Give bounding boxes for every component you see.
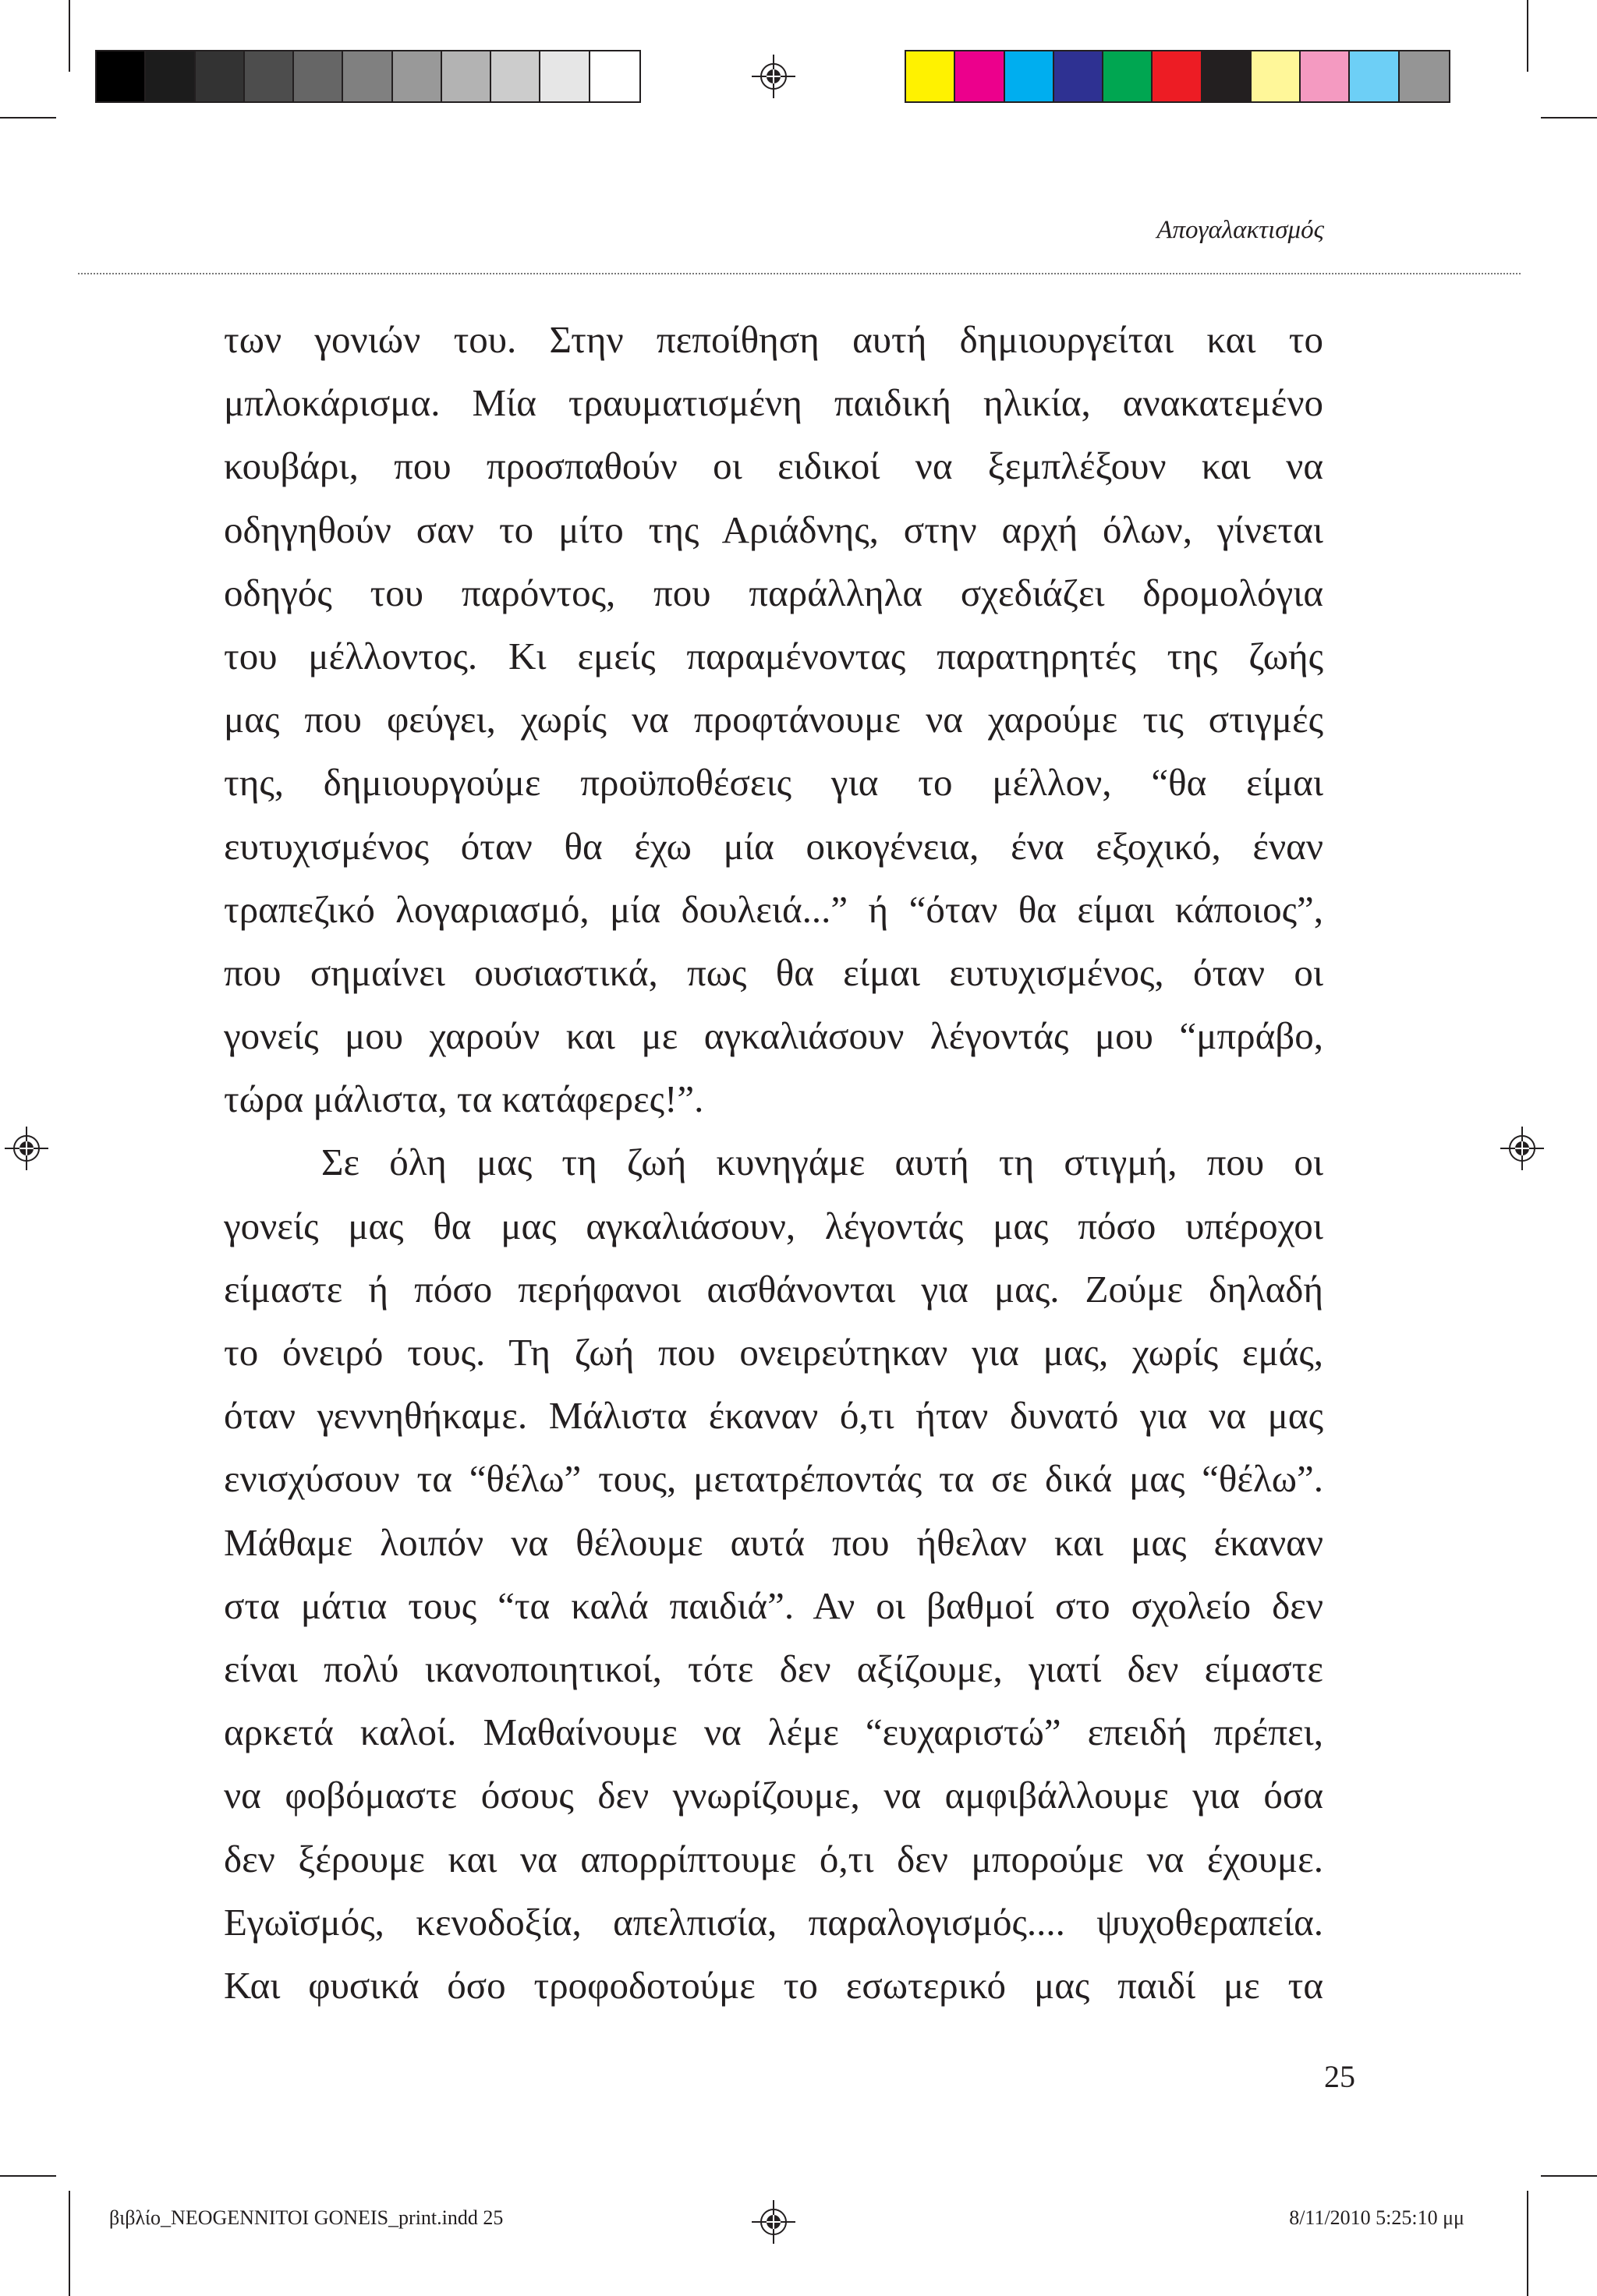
text-line: οδηγός του παρόντος, που παράλληλα σχεδιάζει δρομολόγια [224, 571, 1323, 614]
text-line: γονείς μου χαρούν και με αγκαλιάσουν λέγοντάς μου “μπράβο, [224, 1014, 1323, 1058]
crop-mark [1527, 0, 1528, 72]
text-line: γονείς μας θα μας αγκαλιάσουν, λέγοντάς μας πόσο υπέροχοι [224, 1204, 1323, 1247]
color-swatch [590, 51, 639, 101]
slug-timestamp: 8/11/2010 5:25:10 μμ [1289, 2206, 1464, 2229]
page-number: 25 [1324, 2059, 1355, 2094]
color-swatch [1252, 51, 1301, 101]
text-line: τραπεζικό λογαριασμό, μία δουλειά...” ή “όταν θα είμαι κάποιος”, [224, 887, 1323, 931]
text-line: οδηγηθούν σαν το μίτο της Αριάδνης, στην αρχή όλων, γίνεται [224, 508, 1323, 551]
crop-mark [1541, 2175, 1597, 2177]
running-title: Απογαλακτισμός [1156, 216, 1324, 244]
text-line: που σημαίνει ουσιαστικά, πως θα είμαι ευτυχισμένος, όταν οι [224, 950, 1323, 994]
color-swatch [196, 51, 245, 101]
color-swatch [245, 51, 294, 101]
text-line: της, δημιουργούμε προϋποθέσεις για το μέλλον, “θα είμαι [224, 761, 1323, 805]
registration-mark-icon [750, 53, 797, 100]
color-swatch [540, 51, 590, 101]
crop-mark [1527, 2191, 1528, 2296]
crop-mark [0, 2175, 56, 2177]
text-line: ενισχύσουν τα “θέλω” τους, μετατρέποντάς τα σε δικά μας “θέλω”. [224, 1457, 1323, 1501]
crop-mark [69, 2191, 70, 2296]
text-line: μπλοκάρισμα. Μία τραυματισμένη παιδική ηλικία, ανακατεμένο [224, 381, 1323, 425]
color-swatch [294, 51, 343, 101]
crop-mark [0, 117, 56, 119]
text-line: Και φυσικά όσο τροφοδοτούμε το εσωτερικό μας παιδί με τα [224, 1963, 1323, 2007]
header-divider [78, 273, 1521, 274]
grayscale-bar [95, 50, 641, 103]
color-swatch [146, 51, 195, 101]
body-text [224, 308, 1323, 2017]
color-swatch [1005, 51, 1054, 101]
crop-mark [69, 0, 70, 72]
text-line: το όνειρό τους. Τη ζωή που ονειρεύτηκαν για μας, χωρίς εμάς, [224, 1331, 1323, 1374]
color-swatch [343, 51, 392, 101]
color-swatch [1153, 51, 1202, 101]
text-line: είμαστε ή πόσο περήφανοι αισθάνονται για μας. Ζούμε δηλαδή [224, 1267, 1323, 1311]
color-swatch [1400, 51, 1449, 101]
text-line: ευτυχισμένος όταν θα έχω μία οικογένεια, ένα εξοχικό, έναν [224, 824, 1323, 868]
color-swatch [906, 51, 955, 101]
text-line: Εγωϊσμός, κενοδοξία, απελπισία, παραλογισμός.... ψυχοθεραπεία. [224, 1900, 1323, 1944]
registration-mark-icon [1499, 1125, 1546, 1172]
color-swatch [1103, 51, 1153, 101]
color-swatch [1301, 51, 1350, 101]
color-swatch [1350, 51, 1399, 101]
text-line: στα μάτια τους “τα καλά παιδιά”. Αν οι βαθμοί στο σχολείο δεν [224, 1583, 1323, 1627]
text-line: δεν ξέρουμε και να απορρίπτουμε ό,τι δεν μπορούμε να έχουμε. [224, 1837, 1323, 1880]
text-line: του μέλλοντος. Κι εμείς παραμένοντας παρατηρητές της ζωής [224, 634, 1323, 677]
registration-mark-icon [750, 2199, 797, 2245]
text-line: Σε όλη μας τη ζωή κυνηγάμε αυτή τη στιγμή, που οι [321, 1141, 1323, 1184]
color-swatch [491, 51, 540, 101]
text-line: τώρα μάλιστα, τα κατάφερες!”. [224, 1077, 704, 1121]
text-line: να φοβόμαστε όσους δεν γνωρίζουμε, να αμφιβάλλουμε για όσα [224, 1774, 1323, 1817]
color-swatch [97, 51, 146, 101]
crop-mark [1541, 117, 1597, 119]
text-line: αρκετά καλοί. Μαθαίνουμε να λέμε “ευχαριστώ” επειδή πρέπει, [224, 1711, 1323, 1754]
text-line: Μάθαμε λοιπόν να θέλουμε αυτά που ήθελαν και μας έκαναν [224, 1520, 1323, 1564]
text-line: όταν γεννηθήκαμε. Μάλιστα έκαναν ό,τι ήταν δυνατό για να μας [224, 1394, 1323, 1438]
text-line: είναι πολύ ικανοποιητικοί, τότε δεν αξίζουμε, γιατί δεν είμαστε [224, 1647, 1323, 1690]
color-swatch [393, 51, 442, 101]
text-line: μας που φεύγει, χωρίς να προφτάνουμε να χαρούμε τις στιγμές [224, 698, 1323, 741]
slug-filename: βιβλίο_NEOGENNITOI GONEIS_print.indd 25 [109, 2206, 504, 2229]
color-swatch [955, 51, 1004, 101]
color-swatch [1054, 51, 1103, 101]
color-bar [905, 50, 1450, 103]
text-line: κουβάρι, που προσπαθούν οι ειδικοί να ξεμπλέξουν και να [224, 444, 1323, 488]
registration-mark-icon [3, 1125, 50, 1172]
color-swatch [442, 51, 491, 101]
text-line: των γονιών του. Στην πεποίθηση αυτή δημιουργείται και το [224, 318, 1323, 361]
color-swatch [1202, 51, 1252, 101]
